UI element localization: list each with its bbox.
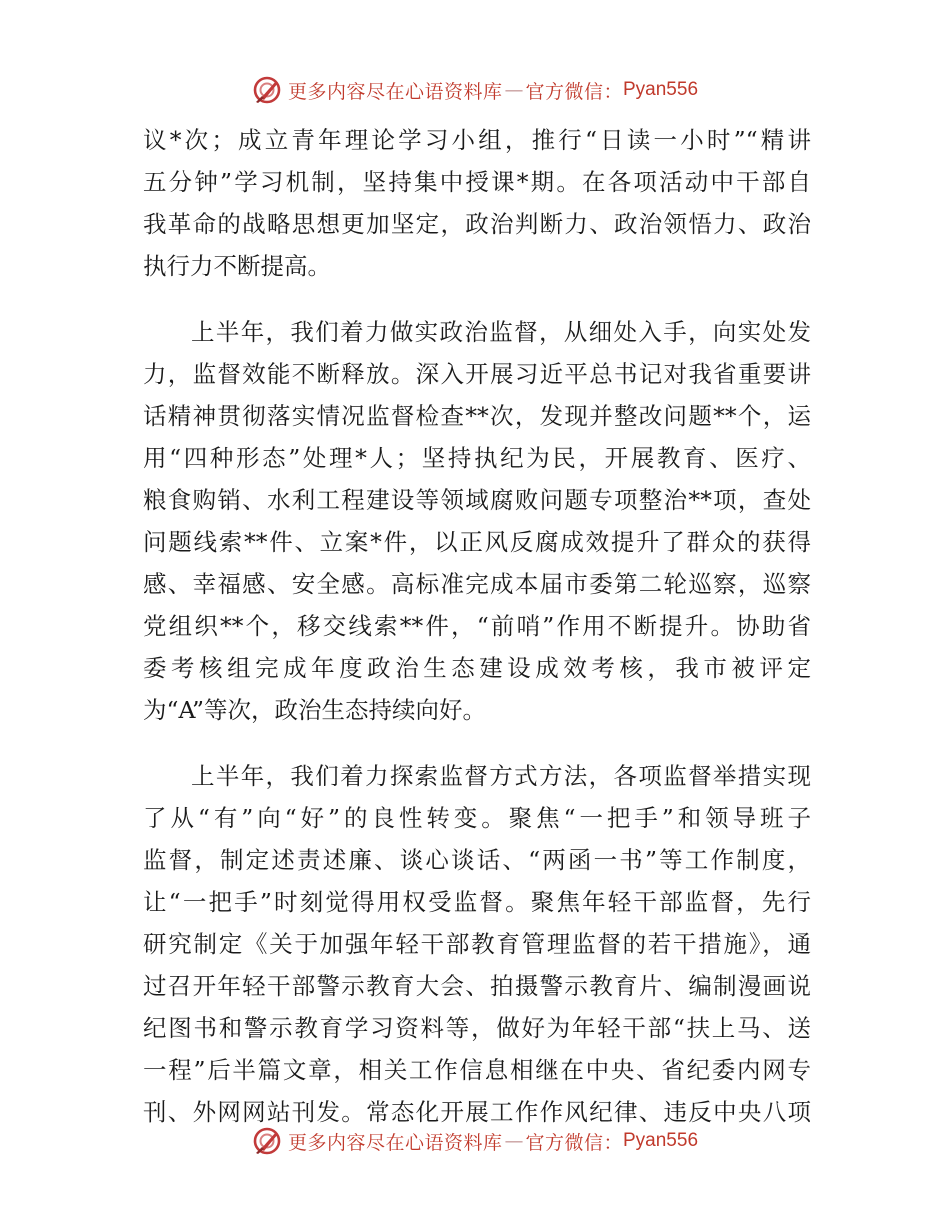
banner-main-text: 更多内容尽在心语资料库	[287, 80, 503, 103]
text-line: 了从“有”向“好”的良性转变。聚焦“一把手”和领导班子	[143, 804, 811, 832]
footer-banner	[0, 1121, 950, 1161]
paragraph	[143, 755, 811, 1133]
text-line: 感、幸福感、安全感。高标准完成本届市委第二轮巡察，巡察	[143, 570, 811, 598]
text-line: 一程”后半篇文章，相关工作信息相继在中央、省纪委内网专	[143, 1056, 811, 1084]
text-line: 我革命的战略思想更加坚定，政治判断力、政治领悟力、政治	[143, 210, 811, 238]
brand-logo-icon	[252, 75, 282, 105]
text-line: 用“四种形态”处理*人；坚持执纪为民，开展教育、医疗、	[143, 444, 811, 472]
text-line: 党组织**个，移交线索**件，“前哨”作用不断提升。协助省	[143, 612, 811, 640]
text-line: 研究制定《关于加强年轻干部教育管理监督的若干措施》，通	[143, 930, 811, 958]
text-line: 刊、外网网站刊发。常态化开展工作作风纪律、违反中央八项	[143, 1098, 811, 1126]
banner-account: Pyan556	[623, 1130, 699, 1151]
text-line: 上半年，我们着力做实政治监督，从细处入手，向实处发	[191, 318, 811, 346]
text-line: 力，监督效能不断释放。深入开展习近平总书记对我省重要讲	[143, 360, 811, 388]
text-line: 执行力不断提高。	[143, 252, 331, 280]
brand-logo-icon	[252, 1126, 282, 1156]
banner-dash: —	[504, 1130, 524, 1152]
text-line: 话精神贯彻落实情况监督检查**次，发现并整改问题**个，运	[143, 402, 811, 430]
text-line: 为“A”等次，政治生态持续向好。	[143, 696, 487, 724]
text-line: 委考核组完成年度政治生态建设成效考核，我市被评定	[143, 654, 811, 682]
banner-main-text: 更多内容尽在心语资料库	[287, 1131, 503, 1154]
banner-side-text: 官方微信：	[525, 80, 623, 103]
body-text	[143, 119, 811, 1133]
paragraph	[143, 311, 811, 731]
banner-dash: —	[504, 79, 524, 101]
banner-account: Pyan556	[623, 79, 699, 100]
header-banner	[0, 70, 950, 110]
text-line: 纪图书和警示教育学习资料等，做好为年轻干部“扶上马、送	[143, 1014, 811, 1042]
paragraph	[143, 119, 811, 287]
text-line: 上半年，我们着力探索监督方式方法，各项监督举措实现	[191, 762, 811, 790]
text-line: 过召开年轻干部警示教育大会、拍摄警示教育片、编制漫画说	[143, 972, 811, 1000]
text-line: 五分钟”学习机制，坚持集中授课*期。在各项活动中干部自	[143, 168, 811, 196]
text-line: 监督，制定述责述廉、谈心谈话、“两函一书”等工作制度，	[143, 846, 811, 874]
text-line: 议*次；成立青年理论学习小组，推行“日读一小时”“精讲	[143, 126, 811, 154]
text-line: 让“一把手”时刻觉得用权受监督。聚焦年轻干部监督，先行	[143, 888, 811, 916]
banner-side-text: 官方微信：	[525, 1131, 623, 1154]
text-line: 粮食购销、水利工程建设等领域腐败问题专项整治**项，查处	[143, 486, 811, 514]
text-line: 问题线索**件、立案*件，以正风反腐成效提升了群众的获得	[143, 528, 811, 556]
